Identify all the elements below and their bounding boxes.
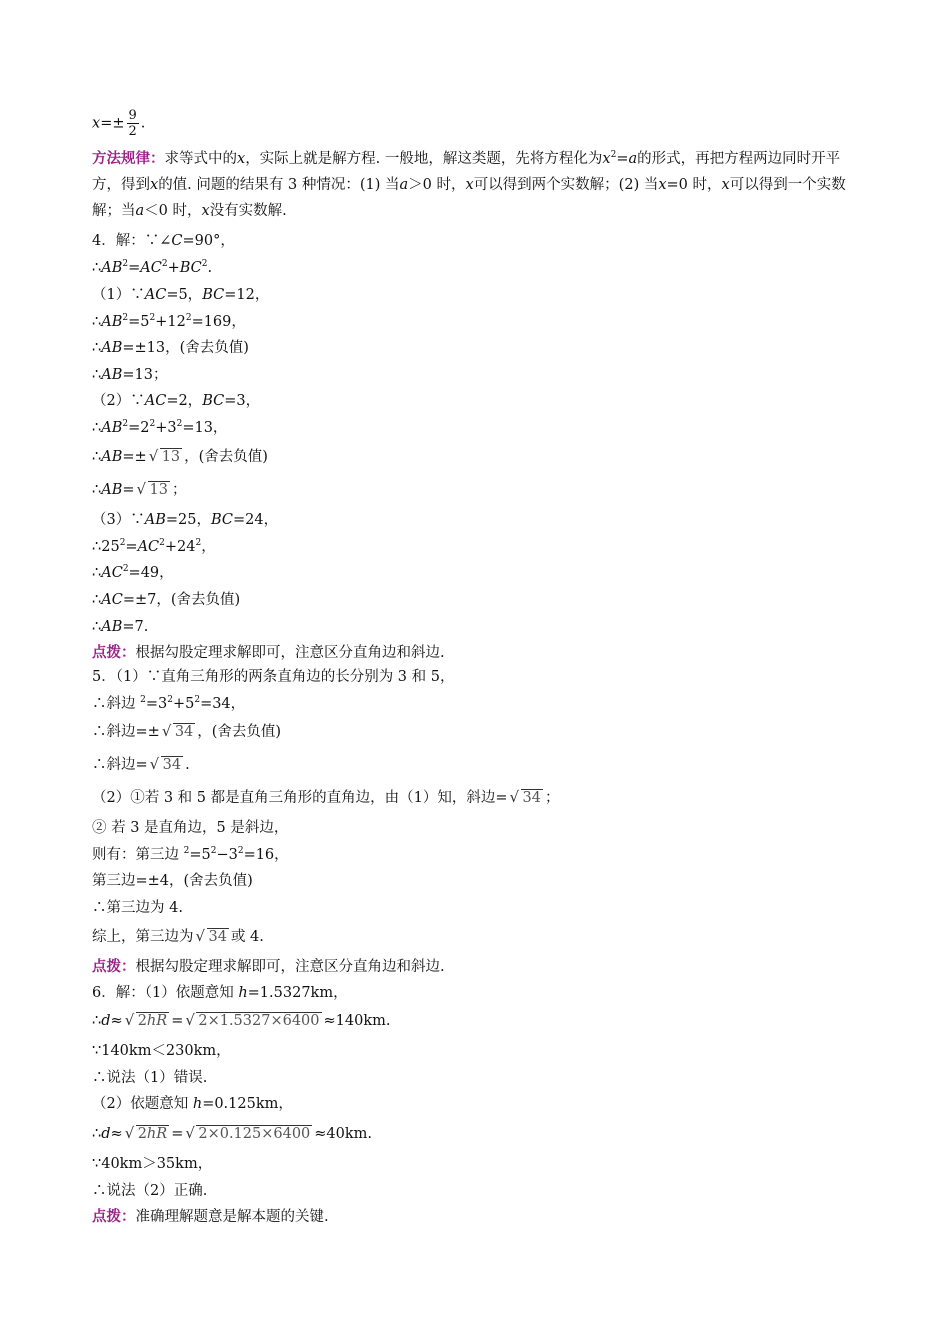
- q4-header: 4．解：∵∠C=90°，: [92, 233, 235, 249]
- q5-calc: ∴斜边 $^2=3^2+5^2=34$，: [92, 695, 246, 712]
- q5-tip: 点拨：根据勾股定理求解即可，注意区分直角边和斜边.: [92, 958, 445, 975]
- sqrt-expr-1: √ 2×1.5327×6400: [185, 1011, 321, 1031]
- q4-part2-answer: ∴AB=√ 13 ；: [92, 480, 186, 500]
- q6-compare-2: ∵40km＞35km，: [92, 1156, 213, 1172]
- sqrt-13: √ 13: [149, 447, 182, 467]
- q5-answer: ∴斜边=√ 34 .: [92, 755, 190, 775]
- method-rule-label: 方法规律：: [92, 150, 165, 167]
- q6-tip: 点拨：准确理解题意是解本题的关键.: [92, 1208, 329, 1225]
- q4-part3-calc: $\therefore 25^2=AC^2+24^2$，: [92, 538, 216, 555]
- q6-header: 6．解：（1）依题意知 h=1.5327km，: [92, 985, 348, 1001]
- q5-third-side-root: 第三边=±4，(舍去负值): [92, 873, 253, 889]
- sqrt-2hr: √ 2hR: [125, 1124, 170, 1144]
- q5-part2-case1: （2）①若 3 和 5 都是直角三角形的直角边，由（1）知，斜边=√ 34 ；: [92, 788, 559, 808]
- q4-part2-root: ∴AB=±√ 13 ，(舍去负值): [92, 447, 268, 467]
- q6-compare-1: ∵140km＜230km，: [92, 1043, 231, 1059]
- q4-part3-ac2: $\therefore AC^2=49$，: [92, 564, 174, 581]
- q6-part2-given: （2）依题意知 h=0.125km，: [92, 1096, 293, 1112]
- q5-part2-case2: ② 若 3 是直角边，5 是斜边，: [92, 820, 289, 836]
- sqrt-34: √ 34: [150, 755, 183, 775]
- q5-header: 5．（1）∵直角三角形的两条直角边的长分别为 3 和 5，: [92, 669, 455, 685]
- q5-third-side-answer: ∴第三边为 4.: [92, 900, 183, 916]
- sqrt-34: √ 34: [196, 927, 229, 947]
- q4-part2-calc: $\therefore AB^2=2^2+3^2=13$，: [92, 419, 228, 436]
- q4-part1-given: （1）∵AC=5，BC=12，: [92, 287, 270, 303]
- q4-part1-calc: $\therefore AB^2=5^2+12^2=169$，: [92, 313, 246, 330]
- sqrt-34: √ 34: [162, 722, 195, 742]
- q4-tip: 点拨：根据勾股定理求解即可，注意区分直角边和斜边.: [92, 644, 445, 661]
- q4-pythagoras: $\therefore AB^2=AC^2+BC^2$.: [92, 259, 213, 276]
- method-rule-paragraph: 方法规律：求等式中的x，实际上就是解方程. 一般地，解这类题，先将方程化为$x^2=a$的形式，再把方程两边同时开平方，得到x的值. 问题的结果有 3 种情况：(1) 当a＞0 时，x可以得到两个实数解；(2) 当x=0 时，x可以得到一个实数解；当a＜0 时，x没有实数解.: [92, 150, 846, 219]
- line-x-result: x=± $\frac{9}{2}$ .: [92, 108, 146, 139]
- q5-root: ∴斜边=±√ 34 ，(舍去负值): [92, 722, 281, 742]
- q4-part1-root: ∴AB=±13，(舍去负值): [92, 340, 249, 356]
- sqrt-34: √ 34: [510, 788, 543, 808]
- sqrt-13: √ 13: [137, 480, 170, 500]
- q5-summary: 综上，第三边为√ 34 或 4.: [92, 927, 264, 947]
- q6-formula-1: ∴d≈√ 2hR =√ 2×1.5327×6400 ≈140km.: [92, 1011, 391, 1031]
- q5-third-side-calc: 则有：第三边 $^2=5^2-3^2=16$，: [92, 846, 289, 863]
- q4-part1-answer: ∴AB=13；: [92, 367, 168, 383]
- q6-formula-2: ∴d≈√ 2hR =√ 2×0.125×6400 ≈40km.: [92, 1124, 372, 1144]
- fraction: $\frac{9}{2}$: [128, 108, 137, 139]
- q6-conclusion-1: ∴说法（1）错误.: [92, 1070, 208, 1086]
- q4-part3-root: ∴AC=±7，(舍去负值): [92, 592, 241, 608]
- q6-conclusion-2: ∴说法（2）正确.: [92, 1183, 208, 1199]
- q4-part3-given: （3）∵AB=25，BC=24，: [92, 512, 279, 528]
- sqrt-expr-2: √ 2×0.125×6400: [185, 1124, 312, 1144]
- q4-part2-given: （2）∵AC=2，BC=3，: [92, 393, 261, 409]
- q4-part3-answer: ∴AB=7.: [92, 619, 149, 635]
- sqrt-2hr: √ 2hR: [125, 1011, 170, 1031]
